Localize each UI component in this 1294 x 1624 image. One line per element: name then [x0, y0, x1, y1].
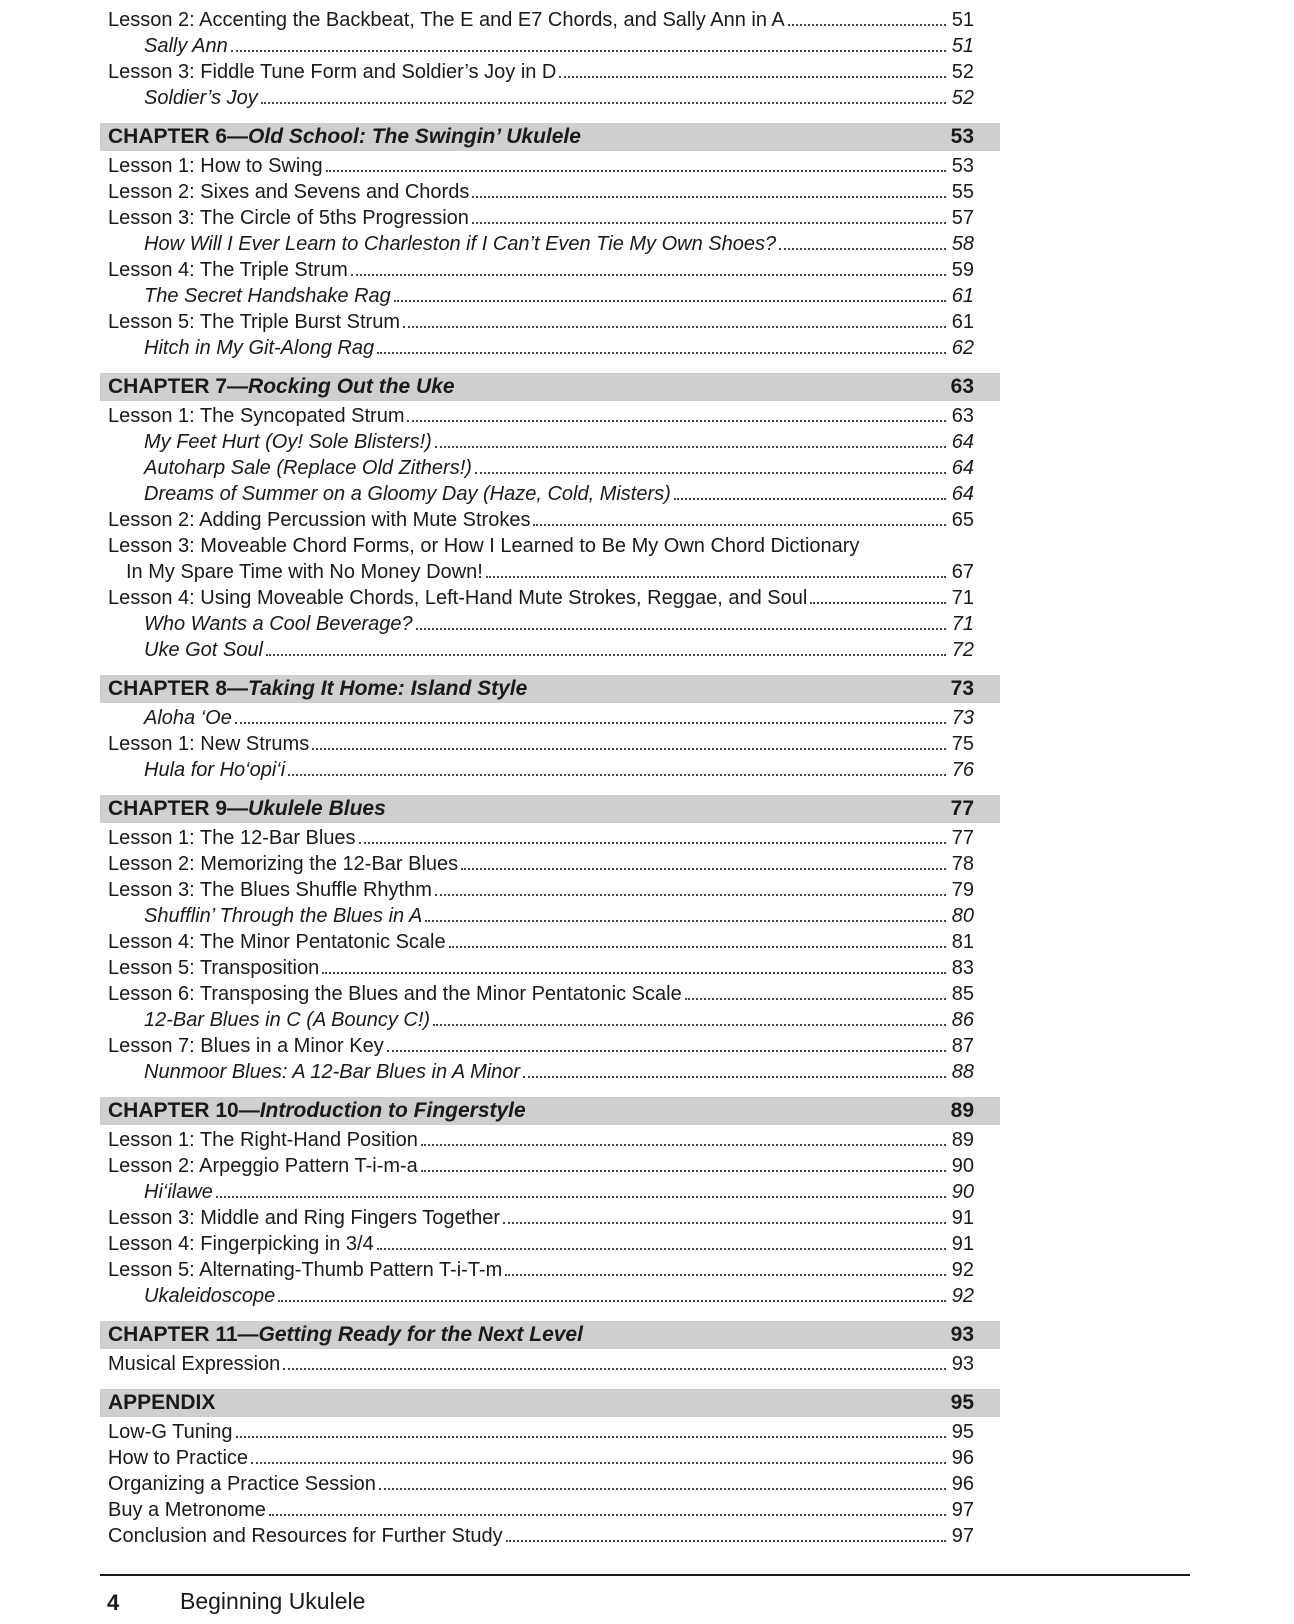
- dot-leader: [425, 919, 946, 922]
- dot-leader: [461, 867, 946, 870]
- dot-leader: [379, 1487, 946, 1490]
- toc-entry-page: 53: [951, 155, 974, 177]
- dot-leader: [862, 551, 946, 552]
- dot-leader: [407, 419, 946, 422]
- toc-entry-page: 89: [951, 1129, 974, 1151]
- toc-entry-title: Lesson 2: Accenting the Backbeat, The E and E7 Chords, and Sally Ann in A: [108, 9, 785, 31]
- chapter-heading: [100, 123, 1000, 151]
- dot-leader: [322, 971, 946, 974]
- chapter-page: 53: [950, 125, 974, 148]
- toc-entry-page: 71: [951, 587, 974, 609]
- dot-leader: [475, 471, 946, 474]
- toc-entry-page: 81: [951, 931, 974, 953]
- toc-entry-page: 61: [951, 285, 974, 307]
- toc-song-entry: [100, 479, 1000, 505]
- toc-lesson-entry: [100, 307, 1000, 333]
- toc-entry-title: Lesson 1: How to Swing: [108, 155, 323, 177]
- dot-leader: [403, 325, 946, 328]
- dot-leader: [433, 1023, 946, 1026]
- toc-entry-page: 95: [951, 1421, 974, 1443]
- toc-entry-page: 51: [951, 9, 974, 31]
- chapter-heading: [100, 1097, 1000, 1125]
- toc-entry-title: Organizing a Practice Session: [108, 1473, 376, 1495]
- toc-entry-title: How to Practice: [108, 1447, 249, 1469]
- dot-leader: [506, 1539, 946, 1542]
- toc-entry-title: Lesson 5: Transposition: [108, 957, 320, 979]
- chapter-name: Old School: The Swingin’ Ukulele: [248, 125, 581, 148]
- toc-lesson-entry: [100, 583, 1000, 609]
- chapter-label: CHAPTER 6—: [108, 125, 249, 148]
- dot-leader: [486, 575, 946, 578]
- chapter-title: [108, 125, 951, 149]
- dot-leader: [810, 601, 946, 604]
- toc-lesson-entry: [100, 505, 1000, 531]
- toc-song-entry: [100, 609, 1000, 635]
- chapter-heading: [100, 1389, 1000, 1417]
- toc-lesson-entry: [100, 1151, 1000, 1177]
- dot-leader: [266, 653, 946, 656]
- toc-entry-title: Buy a Metronome: [108, 1499, 266, 1521]
- chapter-label: CHAPTER 8—: [108, 677, 249, 700]
- toc-lesson-entry: [100, 1495, 1000, 1521]
- dot-leader: [377, 1247, 946, 1250]
- toc-lesson-entry: [100, 203, 1000, 229]
- toc-lesson-entry: [100, 57, 1000, 83]
- dot-leader: [421, 1143, 946, 1146]
- toc-lesson-entry: [100, 875, 1000, 901]
- toc-lesson-entry: [100, 1255, 1000, 1281]
- dot-leader: [288, 773, 946, 776]
- toc-song-entry: [100, 83, 1000, 109]
- toc-entry-title: Lesson 2: Sixes and Sevens and Chords: [108, 181, 470, 203]
- toc-lesson-entry: [100, 1521, 1000, 1547]
- toc-entry-page: 57: [951, 207, 974, 229]
- toc-entry-title: Shufflin’ Through the Blues in A: [144, 905, 423, 927]
- toc-entry-page: 85: [951, 983, 974, 1005]
- chapter-title: [108, 797, 951, 821]
- toc-song-entry: [100, 229, 1000, 255]
- toc-entry-page: 63: [951, 405, 974, 427]
- toc-song-entry: [100, 281, 1000, 307]
- toc-entry-title: Sally Ann: [144, 35, 228, 57]
- toc-entry-page: 65: [951, 509, 974, 531]
- toc-song-entry: [100, 1177, 1000, 1203]
- toc-entry-title: Lesson 5: The Triple Burst Strum: [108, 311, 400, 333]
- toc-entry-page: 73: [951, 707, 974, 729]
- toc-entry-page: 61: [951, 311, 974, 333]
- toc-entry-title: 12-Bar Blues in C (A Bouncy C!): [144, 1009, 431, 1031]
- toc-entry-page: 52: [951, 61, 974, 83]
- toc-lesson-entry: [100, 151, 1000, 177]
- toc-entry-title: Lesson 4: Fingerpicking in 3/4: [108, 1233, 374, 1255]
- dot-leader: [269, 1513, 946, 1516]
- toc-lesson-entry: [100, 849, 1000, 875]
- toc-entry-title: Nunmoor Blues: A 12-Bar Blues in A Minor: [144, 1061, 521, 1083]
- toc-entry-title: Lesson 3: Middle and Ring Fingers Together: [108, 1207, 501, 1229]
- dot-leader: [503, 1221, 946, 1224]
- toc-entry-title: Lesson 1: The Syncopated Strum: [108, 405, 405, 427]
- chapter-page: 89: [950, 1099, 974, 1122]
- toc-lesson-entry: [100, 953, 1000, 979]
- chapter-heading: [100, 1321, 1000, 1349]
- toc-lesson-entry: [100, 1349, 1000, 1375]
- toc-entry-page: 93: [951, 1353, 974, 1375]
- toc-entry-page: 64: [951, 431, 974, 453]
- toc-entry-title: Lesson 1: New Strums: [108, 733, 310, 755]
- toc-lesson-entry: [100, 1443, 1000, 1469]
- chapter-page: 77: [950, 797, 974, 820]
- dot-leader: [472, 221, 946, 224]
- chapter-name: Getting Ready for the Next Level: [258, 1323, 583, 1346]
- toc-lesson-entry: [100, 1229, 1000, 1255]
- toc-entry-title: Lesson 3: Moveable Chord Forms, or How I Learned to Be My Own Chord Dictionary: [108, 535, 860, 557]
- dot-leader: [416, 627, 946, 630]
- chapter-name: Ukulele Blues: [248, 797, 386, 820]
- toc-entry-title: Lesson 4: The Triple Strum: [108, 259, 348, 281]
- chapter-name: Taking It Home: Island Style: [248, 677, 528, 700]
- toc-entry-page: 52: [951, 87, 974, 109]
- dot-leader: [251, 1461, 946, 1464]
- toc-entry-page: 78: [951, 853, 974, 875]
- dot-leader: [435, 893, 946, 896]
- toc-lesson-entry: [100, 5, 1000, 31]
- toc-entry-title: Lesson 6: Transposing the Blues and the Minor Pentatonic Scale: [108, 983, 682, 1005]
- toc-entry-title: Lesson 2: Arpeggio Pattern T-i-m-a: [108, 1155, 418, 1177]
- chapter-title: [108, 1391, 951, 1415]
- toc-entry-page: 64: [951, 483, 974, 505]
- dot-leader: [231, 49, 946, 52]
- dot-leader: [351, 273, 946, 276]
- page-number: 4: [107, 1590, 120, 1615]
- toc-entry-page: 58: [951, 233, 974, 255]
- toc-entry-title: Hula for Ho‘opi‘i: [144, 759, 286, 781]
- toc-song-entry: [100, 333, 1000, 359]
- toc-entry-title: Uke Got Soul: [144, 639, 263, 661]
- toc-lesson-entry: [100, 1203, 1000, 1229]
- toc-entry-title: Hitch in My Git-Along Rag: [144, 337, 375, 359]
- dot-leader: [674, 497, 946, 500]
- chapter-page: 73: [950, 677, 974, 700]
- toc-entry-page: 75: [951, 733, 974, 755]
- toc-entry-page: 83: [951, 957, 974, 979]
- toc-lesson-entry: [100, 823, 1000, 849]
- dot-leader: [312, 747, 946, 750]
- toc-lesson-entry: [100, 401, 1000, 427]
- toc-entry-page: 91: [951, 1233, 974, 1255]
- toc-entry-title: Aloha ‘Oe: [144, 707, 232, 729]
- toc-lesson-entry: [100, 1469, 1000, 1495]
- toc-entry-title: Lesson 7: Blues in a Minor Key: [108, 1035, 384, 1057]
- chapter-page: 95: [950, 1391, 974, 1414]
- toc-entry-title: Dreams of Summer on a Gloomy Day (Haze, Cold, Misters): [144, 483, 671, 505]
- toc-entry-page: 97: [951, 1525, 974, 1547]
- chapter-title: [108, 1099, 951, 1123]
- toc-entry-page: 72: [951, 639, 974, 661]
- dot-leader: [523, 1075, 946, 1078]
- dot-leader: [779, 247, 946, 250]
- toc-entry-title: Lesson 2: Memorizing the 12-Bar Blues: [108, 853, 459, 875]
- chapter-heading: [100, 675, 1000, 703]
- dot-leader: [394, 299, 946, 302]
- dot-leader: [278, 1299, 946, 1302]
- toc-entry-page: 92: [951, 1259, 974, 1281]
- toc-lesson-entry: [100, 729, 1000, 755]
- toc-entry-title: Lesson 1: The 12-Bar Blues: [108, 827, 356, 849]
- dot-leader: [377, 351, 946, 354]
- toc-song-entry: [100, 427, 1000, 453]
- table-of-contents: [100, 5, 1000, 1547]
- dot-leader: [685, 997, 946, 1000]
- toc-lesson-entry: [100, 1031, 1000, 1057]
- dot-leader: [472, 195, 946, 198]
- toc-entry-page: 51: [951, 35, 974, 57]
- dot-leader: [216, 1195, 946, 1198]
- toc-entry-page: 79: [951, 879, 974, 901]
- toc-entry-title: Soldier’s Joy: [144, 87, 258, 109]
- chapter-heading: [100, 795, 1000, 823]
- toc-lesson-entry: [100, 531, 1000, 557]
- toc-entry-title: Conclusion and Resources for Further Study: [108, 1525, 503, 1547]
- chapter-label: CHAPTER 7—: [108, 375, 249, 398]
- dot-leader: [235, 721, 946, 724]
- dot-leader: [435, 445, 946, 448]
- toc-lesson-entry: [100, 1125, 1000, 1151]
- dot-leader: [236, 1435, 946, 1438]
- toc-entry-title: Lesson 3: The Circle of 5ths Progression: [108, 207, 469, 229]
- toc-lesson-entry: [100, 927, 1000, 953]
- toc-entry-page: 97: [951, 1499, 974, 1521]
- toc-entry-page: 64: [951, 457, 974, 479]
- toc-entry-page: 71: [951, 613, 974, 635]
- chapter-page: 93: [950, 1323, 974, 1346]
- toc-song-entry: [100, 901, 1000, 927]
- dot-leader: [283, 1367, 946, 1370]
- dot-leader: [449, 945, 946, 948]
- toc-entry-title: Lesson 4: Using Moveable Chords, Left-Hand Mute Strokes, Reggae, and Soul: [108, 587, 808, 609]
- chapter-page: 63: [950, 375, 974, 398]
- book-title: Beginning Ukulele: [180, 1588, 366, 1614]
- footer-rule: [100, 1574, 1190, 1576]
- toc-entry-title: Lesson 5: Alternating-Thumb Pattern T-i-T-m: [108, 1259, 503, 1281]
- dot-leader: [421, 1169, 946, 1172]
- toc-entry-title: Autoharp Sale (Replace Old Zithers!): [144, 457, 472, 479]
- toc-entry-title: Lesson 4: The Minor Pentatonic Scale: [108, 931, 446, 953]
- dot-leader: [359, 841, 946, 844]
- dot-leader: [387, 1049, 946, 1052]
- toc-lesson-entry: [100, 177, 1000, 203]
- toc-lesson-entry: [100, 979, 1000, 1005]
- dot-leader: [533, 523, 946, 526]
- toc-entry-title: Lesson 1: The Right-Hand Position: [108, 1129, 418, 1151]
- toc-song-entry: [100, 453, 1000, 479]
- toc-song-entry: [100, 635, 1000, 661]
- dot-leader: [559, 75, 946, 78]
- toc-entry-title: Who Wants a Cool Beverage?: [144, 613, 413, 635]
- toc-song-entry: [100, 31, 1000, 57]
- toc-lesson-entry: [100, 1417, 1000, 1443]
- toc-entry-title: My Feet Hurt (Oy! Sole Blisters!): [144, 431, 432, 453]
- chapter-label: APPENDIX: [108, 1391, 216, 1414]
- toc-entry-page: 86: [951, 1009, 974, 1031]
- chapter-title: [108, 1323, 951, 1347]
- chapter-name: Introduction to Fingerstyle: [259, 1099, 526, 1122]
- toc-entry-page: 91: [951, 1207, 974, 1229]
- chapter-heading: [100, 373, 1000, 401]
- dot-leader: [261, 101, 946, 104]
- chapter-label: CHAPTER 10—: [108, 1099, 260, 1122]
- toc-song-entry: [100, 1281, 1000, 1307]
- toc-entry-title: Lesson 3: The Blues Shuffle Rhythm: [108, 879, 432, 901]
- toc-entry-title: Lesson 2: Adding Percussion with Mute Strokes: [108, 509, 531, 531]
- toc-entry-title: Musical Expression: [108, 1353, 281, 1375]
- toc-song-entry: [100, 755, 1000, 781]
- toc-entry-page: 92: [951, 1285, 974, 1307]
- dot-leader: [505, 1273, 946, 1276]
- toc-entry-title: The Secret Handshake Rag: [144, 285, 391, 307]
- chapter-title: [108, 677, 951, 701]
- toc-entry-page: 77: [951, 827, 974, 849]
- dot-leader: [788, 23, 946, 26]
- chapter-label: CHAPTER 11—: [108, 1323, 259, 1346]
- toc-entry-page: 87: [951, 1035, 974, 1057]
- toc-entry-page: 90: [951, 1181, 974, 1203]
- toc-entry-page: 62: [951, 337, 974, 359]
- toc-song-entry: [100, 1057, 1000, 1083]
- toc-entry-page: 59: [951, 259, 974, 281]
- toc-entry-title: Lesson 3: Fiddle Tune Form and Soldier’s Joy in D: [108, 61, 557, 83]
- toc-entry-title: In My Spare Time with No Money Down!: [126, 561, 483, 583]
- chapter-name: Rocking Out the Uke: [248, 375, 455, 398]
- toc-entry-title: Hi‘ilawe: [144, 1181, 213, 1203]
- chapter-title: [108, 375, 951, 399]
- toc-entry-page: 55: [951, 181, 974, 203]
- toc-lesson-entry: [100, 557, 1000, 583]
- chapter-label: CHAPTER 9—: [108, 797, 249, 820]
- toc-entry-page: 96: [951, 1473, 974, 1495]
- toc-entry-page: 96: [951, 1447, 974, 1469]
- toc-entry-title: Low-G Tuning: [108, 1421, 233, 1443]
- toc-lesson-entry: [100, 255, 1000, 281]
- dot-leader: [326, 169, 946, 172]
- toc-entry-page: 80: [951, 905, 974, 927]
- toc-entry-page: 88: [951, 1061, 974, 1083]
- toc-entry-title: Ukaleidoscope: [144, 1285, 276, 1307]
- toc-entry-page: 90: [951, 1155, 974, 1177]
- toc-entry-title: How Will I Ever Learn to Charleston if I Can’t Even Tie My Own Shoes?: [144, 233, 777, 255]
- toc-entry-page: 67: [951, 561, 974, 583]
- toc-entry-page: 76: [951, 759, 974, 781]
- toc-song-entry: [100, 1005, 1000, 1031]
- toc-song-entry: [100, 703, 1000, 729]
